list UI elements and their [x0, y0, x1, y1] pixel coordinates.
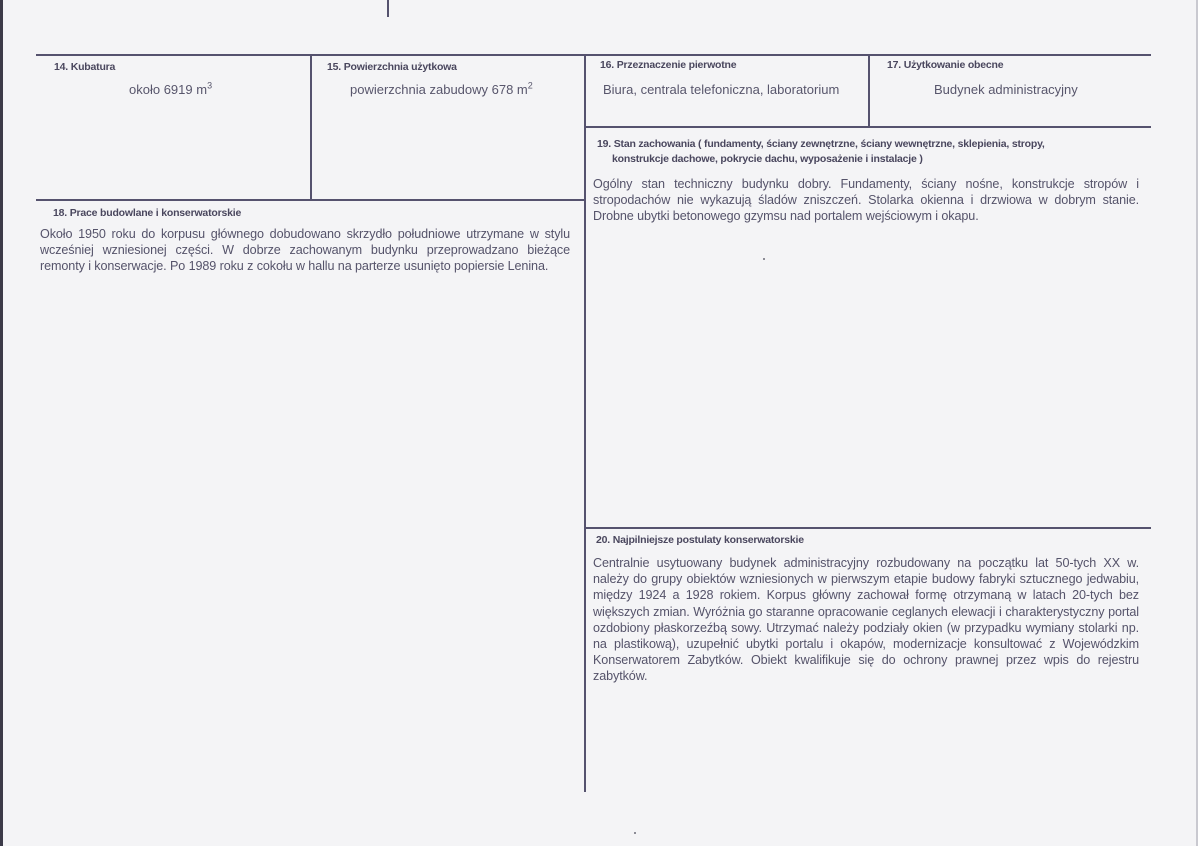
field-16-value: Biura, centrala telefoniczna, laboratorium: [603, 82, 840, 97]
scan-speck: [763, 258, 765, 260]
divider-16-17: [868, 54, 870, 127]
rule-above-18: [36, 199, 586, 201]
field-14-label: 14. Kubatura: [54, 61, 116, 73]
field-14-value: [129, 82, 212, 97]
center-divider: [584, 54, 586, 792]
field-19-label-line2: konstrukcje dachowe, pokrycie dachu, wyposażenie i instalacje ): [612, 153, 923, 165]
rule-below-16-17: [584, 126, 1151, 128]
divider-14-15: [310, 54, 312, 199]
field-15-value-unit-exp: 2: [527, 80, 533, 91]
field-19-text: Ogólny stan techniczny budynku dobry. Fundamenty, ściany nośne, konstrukcje stropów i stropodachów nie wykazują śladów zniszczeń. Stolarka okienna i drzwiowa w dobrym stanie. Drobne ubytki betonowego gzymsu nad portalem wejściowym i okapu.: [593, 177, 1139, 224]
form-top-rule: [36, 54, 1151, 56]
field-20-label: 20. Najpilniejsze postulaty konserwatorskie: [596, 534, 804, 546]
field-18-text: Około 1950 roku do korpusu głównego dobudowano skrzydło południowe utrzymane w stylu wcześniej wzniesionej części. W dobrze zachowanym budynku przeprowadzano bieżące remonty i konserwacje. Po 1989 roku z cokołu w hallu na parterze usunięto popiersie Lenina.: [40, 227, 570, 274]
field-14-value-text: około 6919 m: [129, 82, 208, 97]
field-17-value: Budynek administracyjny: [934, 82, 1078, 97]
top-tick-line: [387, 0, 389, 17]
field-19-label-line1: 19. Stan zachowania ( fundamenty, ściany zewnętrzne, ściany wewnętrzne, sklepienia, stropy,: [597, 138, 1045, 150]
field-15-label: 15. Powierzchnia użytkowa: [327, 61, 457, 73]
field-14-value-unit-exp: 3: [207, 80, 213, 91]
field-16-label: 16. Przeznaczenie pierwotne: [600, 59, 737, 71]
field-18-label: 18. Prace budowlane i konserwatorskie: [53, 207, 242, 219]
field-15-value-text: powierzchnia zabudowy 678 m: [350, 82, 528, 97]
rule-above-20: [584, 527, 1151, 529]
field-20-text: Centralnie usytuowany budynek administracyjny rozbudowany na początku lat 50-tych XX w. należy do grupy obiektów wzniesionych w pierwszym etapie budowy fabryki sztucznego jedwabiu, między 1924 a 1928 rokiem. Korpus główny zachował formę otrzymaną w latach 20-tych bez większych zmian. Wyróżnia go staranne opracowanie ceglanych elewacji i charakterystyczny portal ozdobiony płaskorzeźbą sowy. Utrzymać należy podziały okien (w przypadku wymiany stolarki np. na plastikową), uzupełnić ubytki portalu i okapów, modernizacje konsultować z Wojewódzkim Konserwatorem Zabytków. Obiekt kwalifikuje się do ochrony prawnej przez wpis do rejestru zabytków.: [593, 556, 1139, 684]
page-left-edge: [0, 0, 3, 846]
field-17-label: 17. Użytkowanie obecne: [887, 59, 1004, 71]
scan-speck: [634, 832, 636, 834]
field-15-value: [350, 82, 533, 97]
